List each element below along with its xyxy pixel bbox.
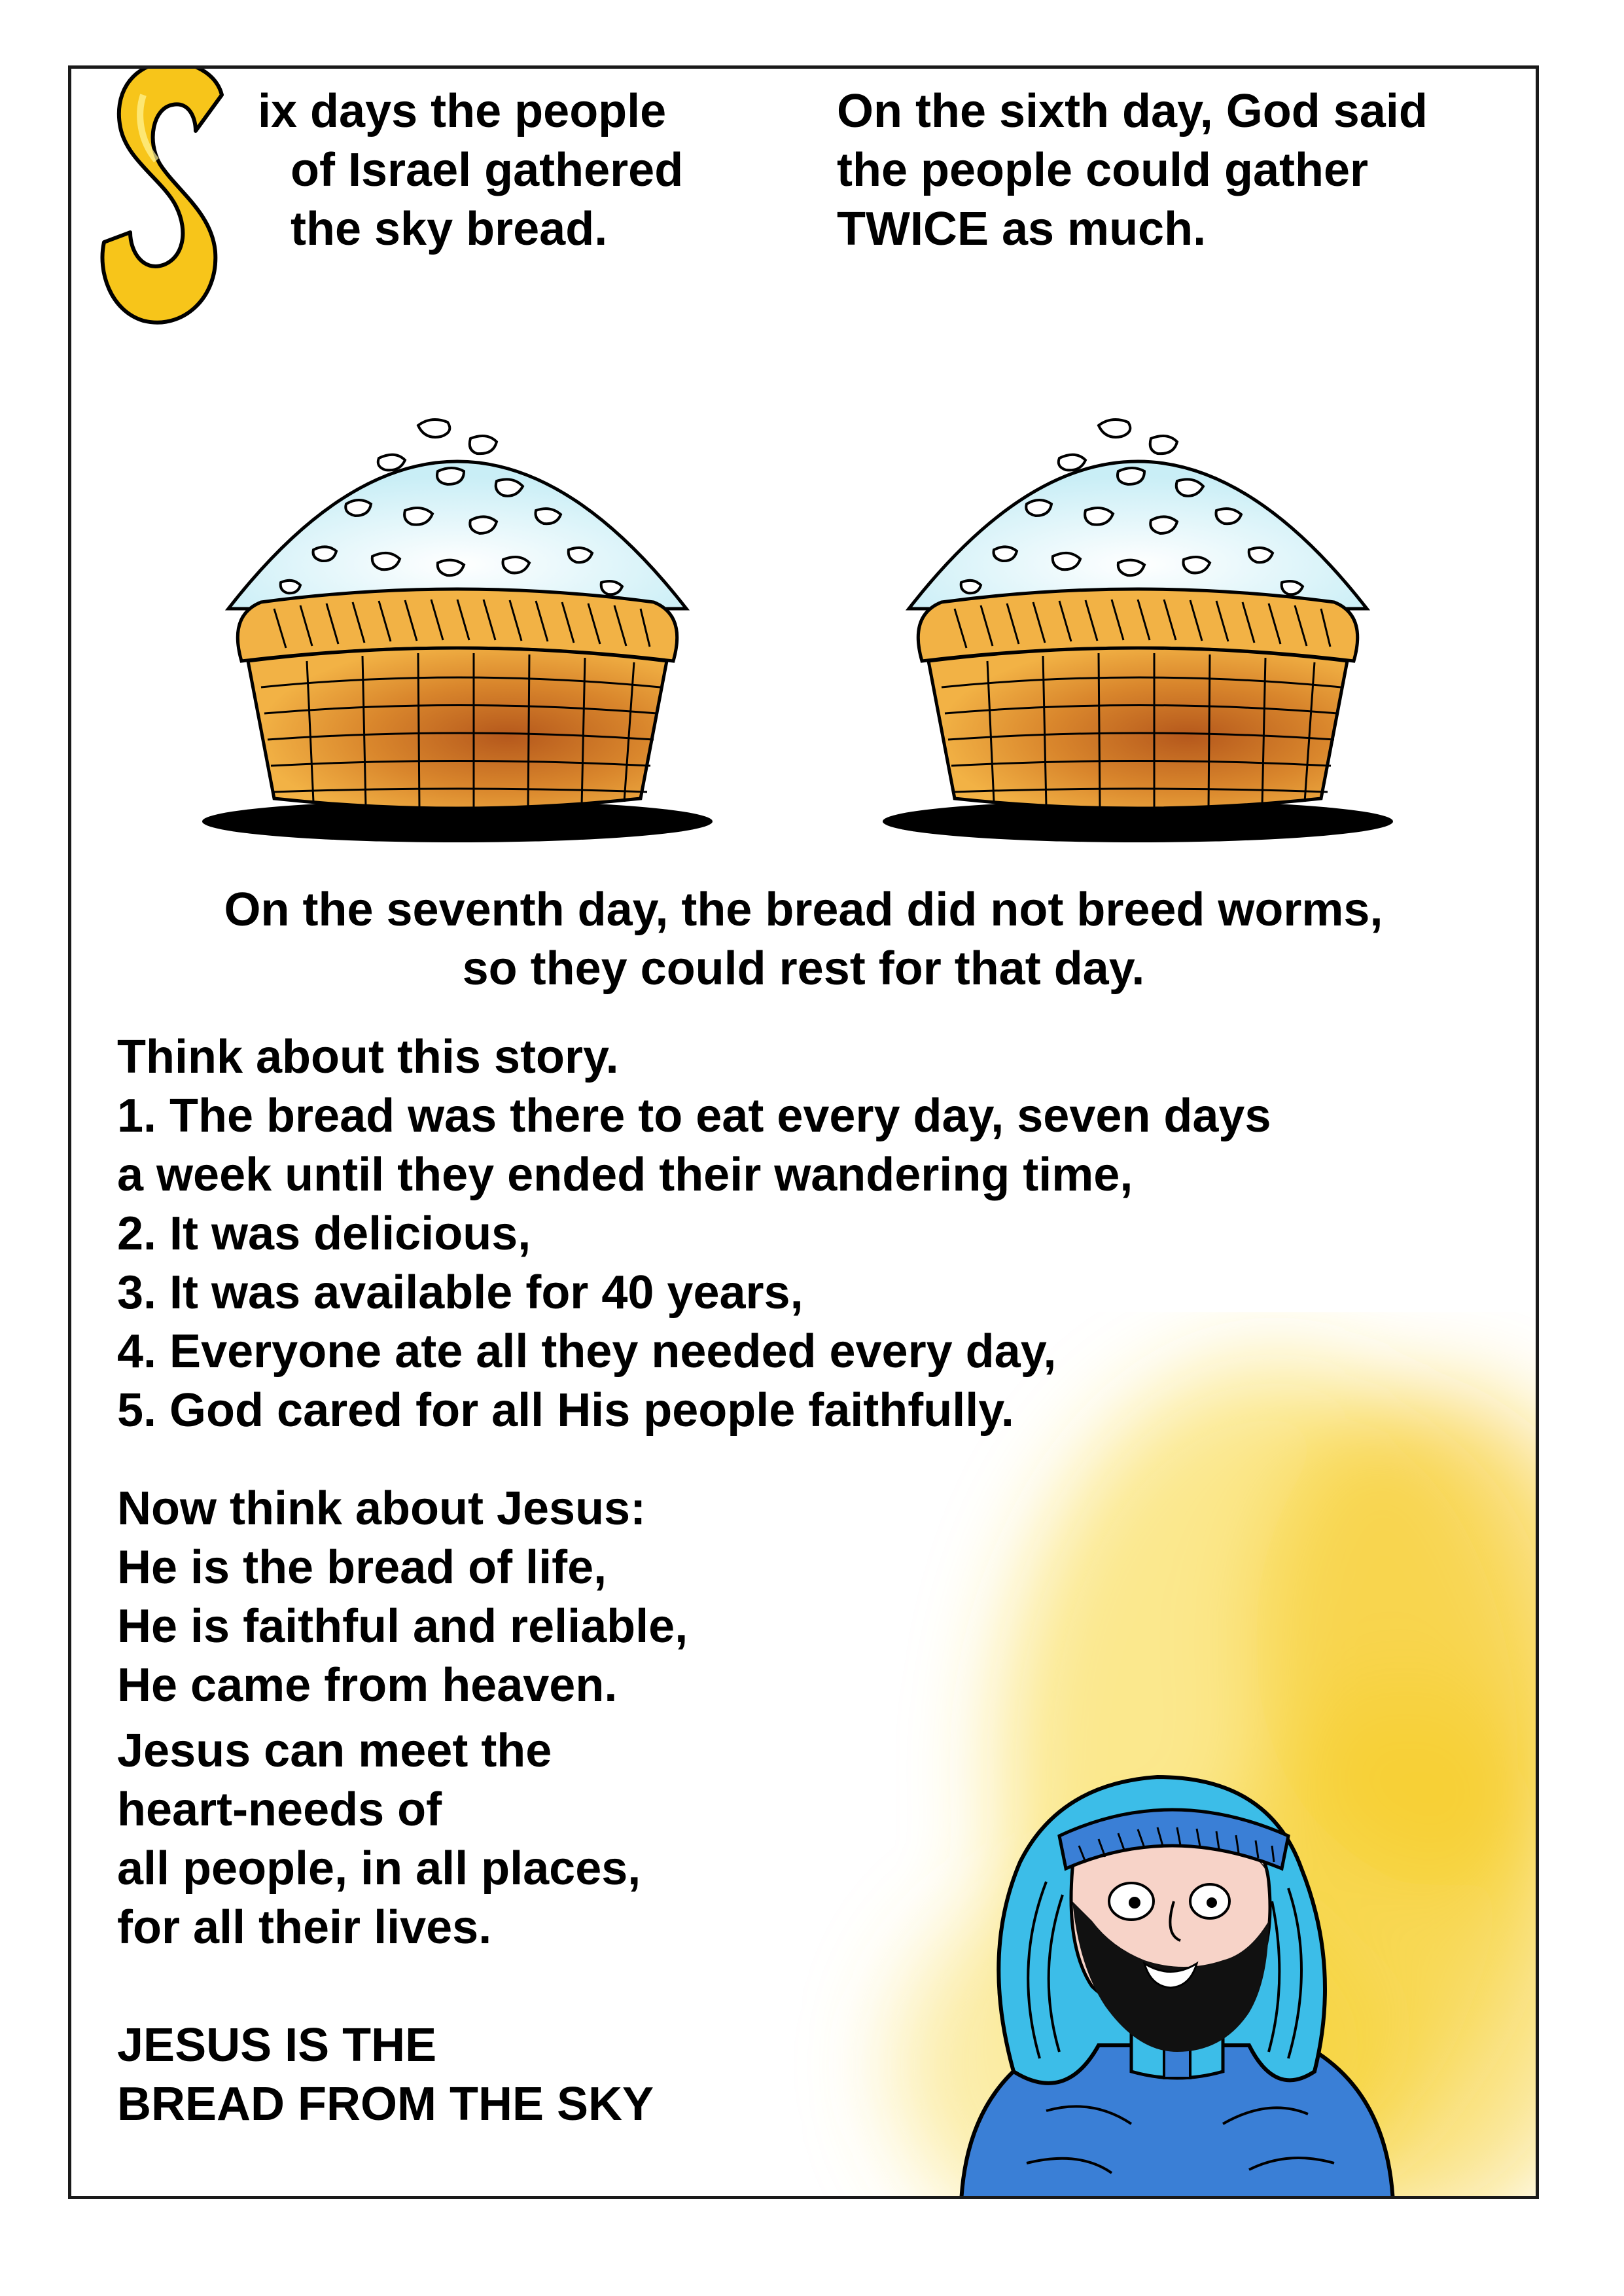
dropcap-s xyxy=(91,65,241,331)
basket-left xyxy=(183,340,732,844)
needs-line: Jesus can meet the xyxy=(117,1725,552,1777)
seventh-day-line: so they could rest for that day. xyxy=(462,942,1145,995)
meet-needs-section xyxy=(117,1721,641,1957)
story-item: 3. It was available for 40 years, xyxy=(117,1266,803,1319)
conclusion-section xyxy=(117,2016,654,2134)
seventh-day-text xyxy=(71,880,1536,998)
story-item: 2. It was delicious, xyxy=(117,1208,531,1260)
story-item: 4. Everyone ate all they needed every day, xyxy=(117,1325,1057,1378)
jesus-line: He is the bread of life, xyxy=(117,1541,607,1594)
story-item: 5. God cared for all His people faithfully. xyxy=(117,1384,1014,1437)
think-story-heading: Think about this story. xyxy=(117,1031,619,1083)
conclusion-line: BREAD FROM THE SKY xyxy=(117,2078,654,2130)
basket-right xyxy=(863,340,1413,844)
intro-left-line: ix days the people xyxy=(258,85,667,137)
conclusion-line: JESUS IS THE xyxy=(117,2019,437,2072)
intro-right-line: the people could gather xyxy=(837,144,1369,196)
intro-right-line: TWICE as much. xyxy=(837,203,1207,255)
needs-line: heart-needs of xyxy=(117,1784,442,1836)
needs-line: all people, in all places, xyxy=(117,1842,641,1895)
jesus-line: He came from heaven. xyxy=(117,1659,618,1712)
think-jesus-section xyxy=(117,1479,688,1715)
jesus-figure xyxy=(883,1705,1472,2199)
jesus-line: He is faithful and reliable, xyxy=(117,1600,688,1653)
story-item: 1. The bread was there to eat every day, seven days xyxy=(117,1090,1271,1142)
think-story-section xyxy=(117,1028,1271,1440)
intro-left-text xyxy=(258,82,683,259)
intro-right-text xyxy=(837,82,1428,259)
page-frame xyxy=(68,65,1539,2199)
seventh-day-line: On the seventh day, the bread did not breed worms, xyxy=(224,884,1383,936)
needs-line: for all their lives. xyxy=(117,1901,492,1954)
story-item: a week until they ended their wandering time, xyxy=(117,1149,1133,1201)
intro-left-line: the sky bread. xyxy=(291,203,608,255)
think-jesus-heading: Now think about Jesus: xyxy=(117,1482,646,1535)
intro-right-line: On the sixth day, God said xyxy=(837,85,1428,137)
intro-left-line: of Israel gathered xyxy=(291,144,684,196)
